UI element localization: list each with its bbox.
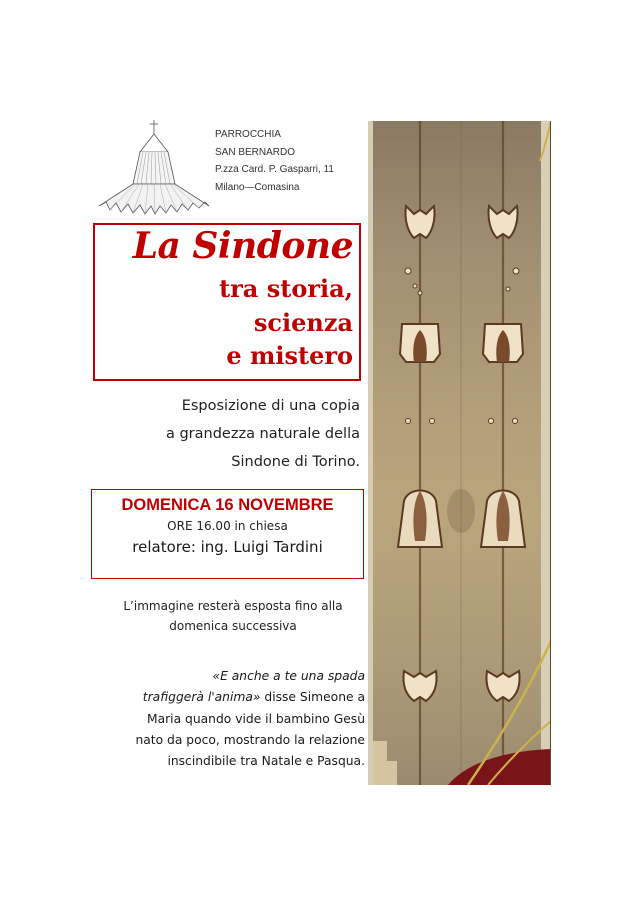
parish-label: PARROCCHIA [215,129,281,140]
subtitle-line-1: tra storia, [219,274,353,303]
parish-info [215,126,334,196]
subtitle-line-2: scienza [253,308,353,337]
quote-italic: «E anche a te una spada [212,669,365,683]
note-line: domenica successiva [169,619,297,633]
quote-text: nato da poco, mostrando la relazione [135,732,365,747]
parish-address: P.zza Card. P. Gasparri, 11 [215,164,334,175]
subtitle-line-3: e mistero [226,341,353,370]
exhibit-note [100,596,366,636]
parish-city: Milano—Comasina [215,181,300,193]
quote-italic: trafiggerà l'anima» [142,690,261,705]
shroud-of-turin-photo [368,121,551,785]
event-time: ORE 16.00 in chiesa [167,519,288,533]
event-speaker: relatore: ing. Luigi Tardini [132,538,323,556]
exhibit-description [130,392,360,476]
church-logo-icon [95,118,213,216]
quote-text: inscindibile tra Natale e Pasqua. [167,754,365,769]
title-box [93,223,361,381]
description-line: Esposizione di una copia [181,398,360,414]
event-date: DOMENICA 16 NOVEMBRE [121,496,334,514]
description-line: Sindone di Torino. [231,454,360,470]
note-line: L’immagine resterà esposta fino alla [123,599,343,613]
description-line: a grandezza naturale della [165,426,360,442]
quote-text: Maria quando vide il bambino Gesù [146,711,365,726]
parish-name: SAN BERNARDO [215,146,296,158]
quote-paragraph [100,666,365,772]
page-title: La Sindone [132,225,353,267]
quote-text: disse Simeone a [260,690,365,705]
event-box [91,489,364,579]
